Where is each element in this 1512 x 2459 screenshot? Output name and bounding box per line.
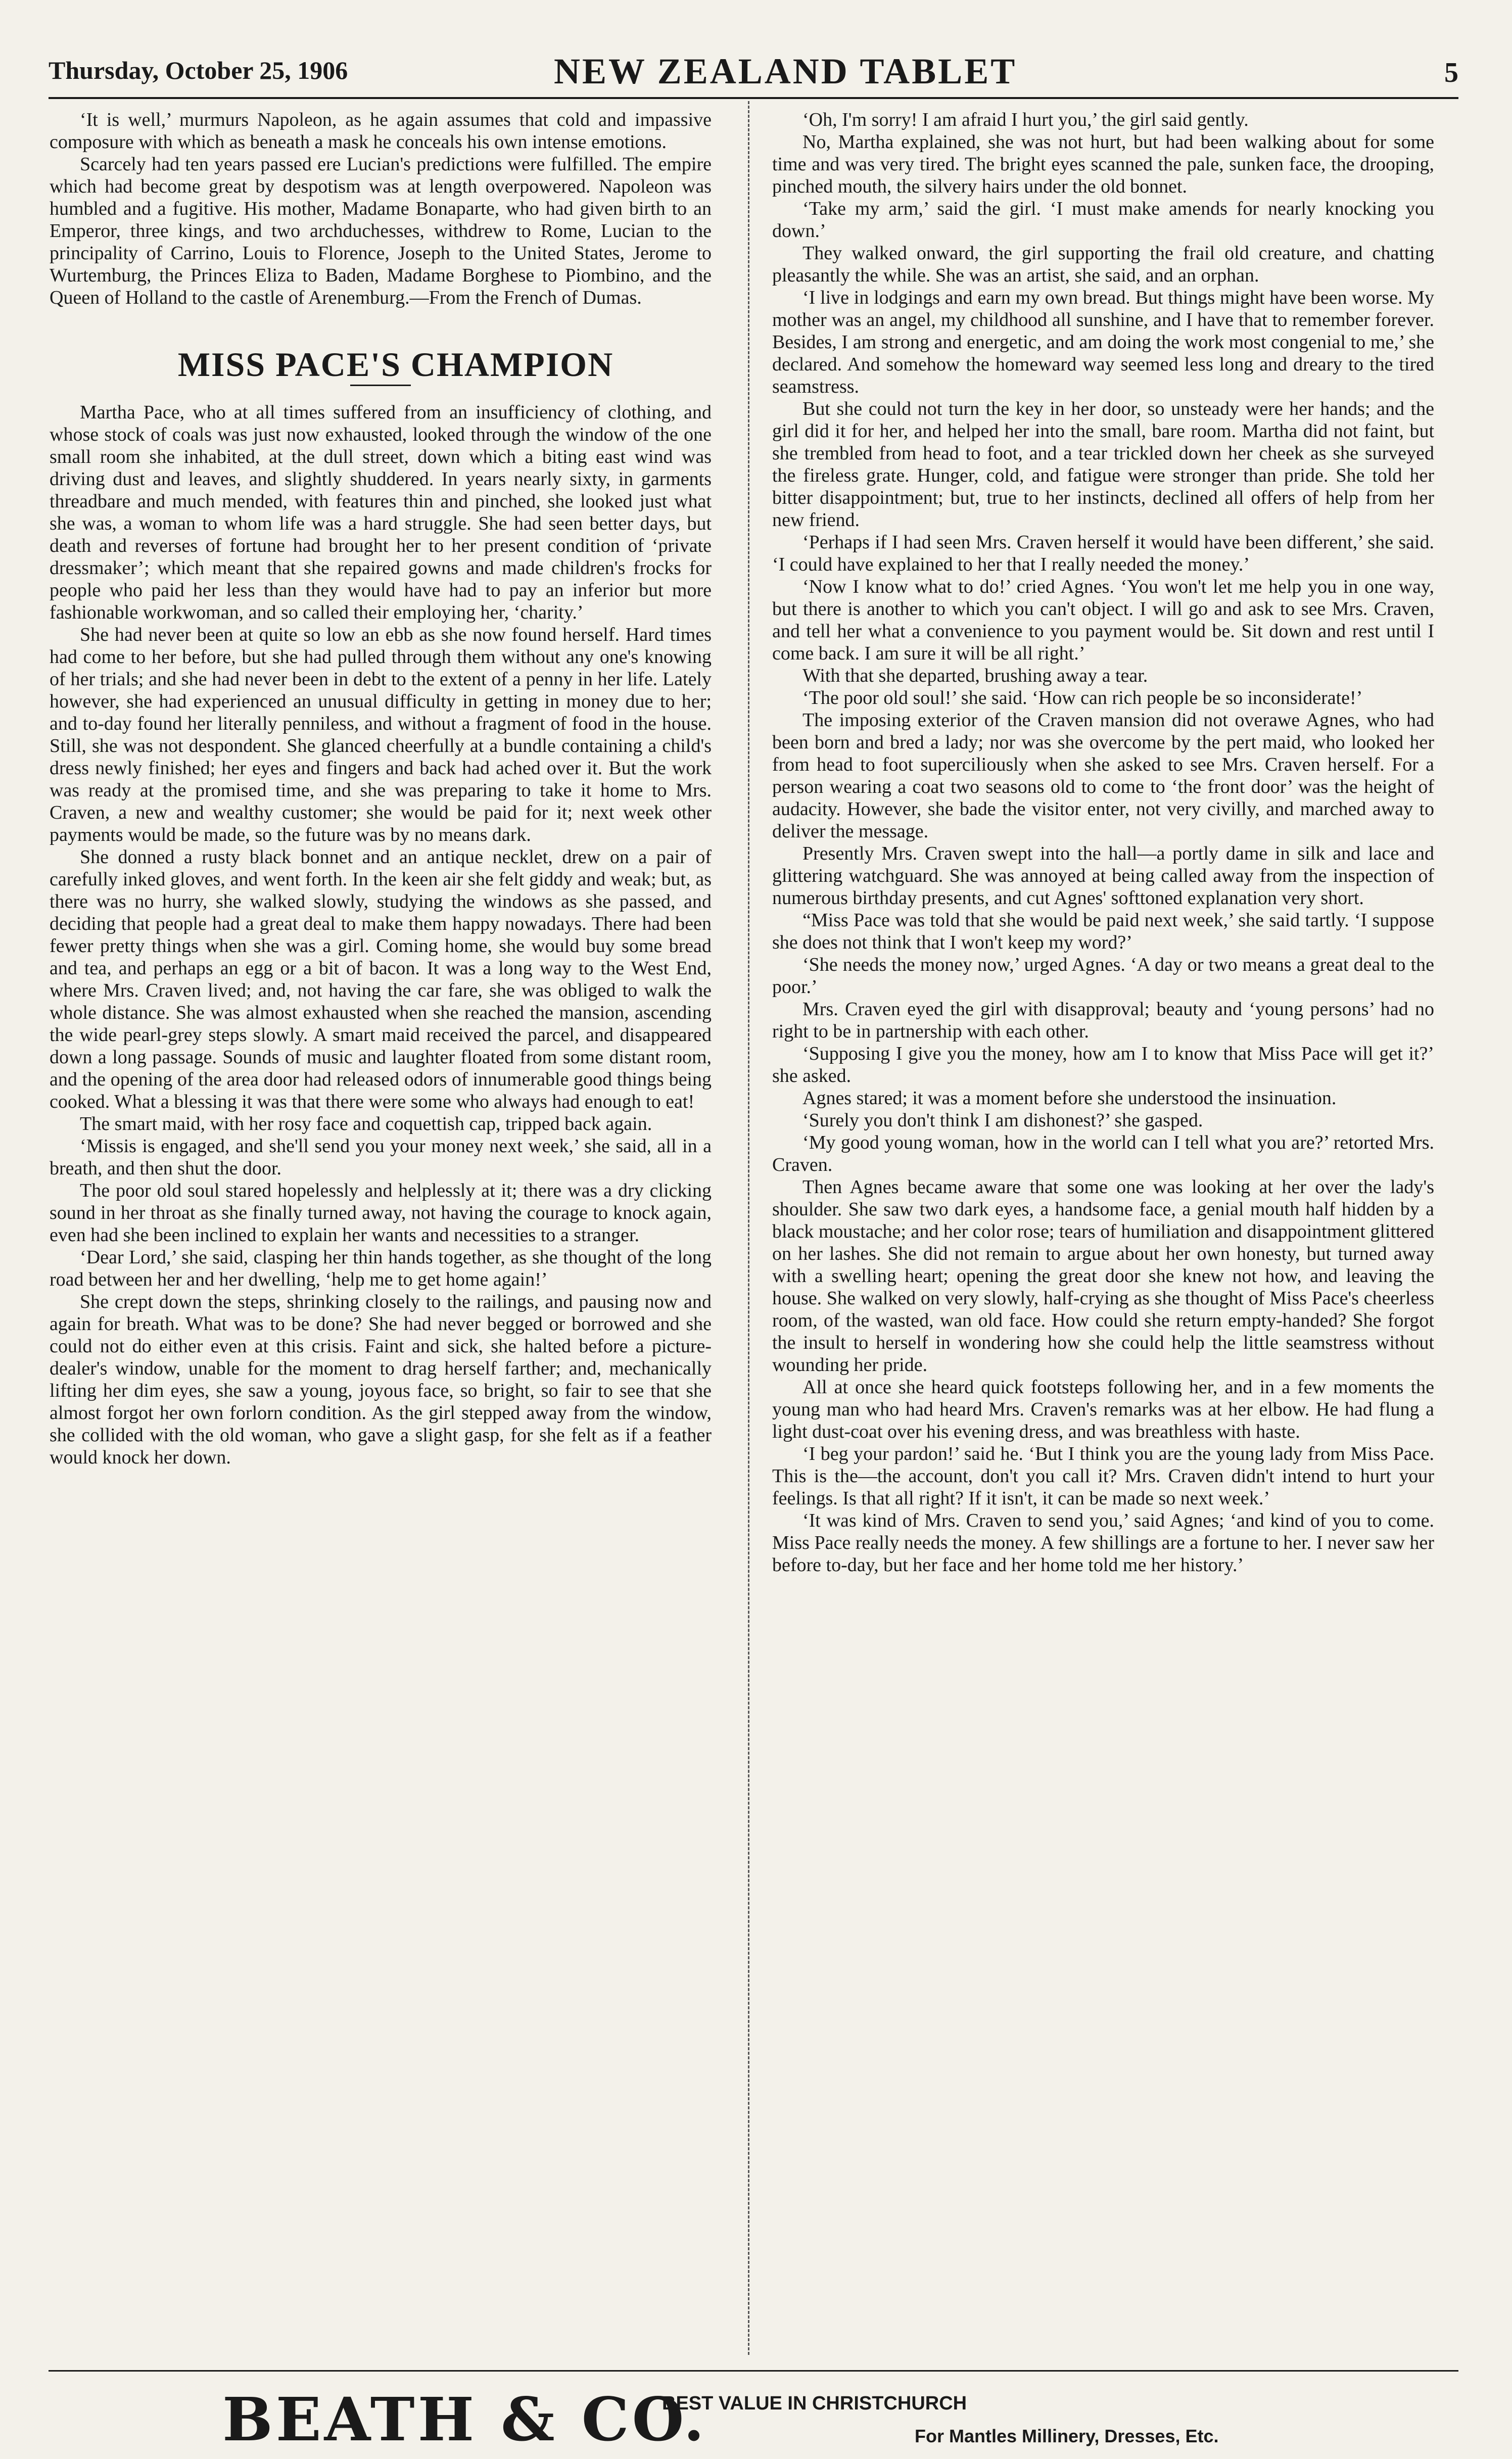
paragraph: The imposing exterior of the Craven mansion did not overawe Agnes, who had been born and bred a lady; nor was she overcome by the pert maid, who looked her from head to foot superciliously when she asked to see Mrs. Craven herself. For a person wearing a coat two seasons old to come to ‘the front door’ was the height of audacity. However, she bade the visitor enter, not very civilly, and marched away to deliver the message. — [772, 710, 1434, 842]
paragraph: ‘I beg your pardon!’ said he. ‘But I think you are the young lady from Miss Pace. This is the—the account, don't you call it? Mrs. Craven didn't intend to hurt your feelings. Is that all right? If it isn't, it can be made so next week.’ — [772, 1443, 1434, 1509]
paragraph: She crept down the steps, shrinking closely to the railings, and pausing now and again for breath. What was to be done? She had never begged or borrowed and she could not do either even at this crisis. Faint and sick, she halted before a picture-dealer's window, unable for the moment to drag herself farther; and, mechanically lifting her dim eyes, she saw a young, joyous face, so bright, so fair to see that she almost forgot her own forlorn condition. As the girl stepped away from the window, she collided with the old woman, who gave a slight gasp, for she felt as if a feather would knock her down. — [50, 1291, 712, 1468]
paragraph: Mrs. Craven eyed the girl with disapproval; beauty and ‘young persons’ had no right to be in partnership with each other. — [772, 999, 1434, 1042]
paragraph: ‘She needs the money now,’ urged Agnes. ‘A day or two means a great deal to the poor.’ — [772, 954, 1434, 998]
paragraph: ‘Now I know what to do!’ cried Agnes. ‘You won't let me help you in one way, but there is another to which you can't object. I will go and ask to see Mrs. Craven, and tell her what a convenience to you payment would be. Sit down and rest until I come back. I am sure it will be all right.’ — [772, 576, 1434, 664]
paragraph: ‘The poor old soul!’ she said. ‘How can rich people be so inconsiderate!’ — [802, 687, 1363, 708]
footer-rule — [49, 2370, 1458, 2372]
paragraph: The smart maid, with her rosy face and coquettish cap, tripped back again. — [80, 1113, 652, 1134]
masthead-rule — [49, 97, 1458, 99]
issue-date: Thursday, October 25, 1906 — [49, 56, 348, 84]
paragraph: ‘Dear Lord,’ she said, clasping her thin hands together, as she thought of the long road between her and her dwelling, ‘help me to get home again!’ — [50, 1247, 712, 1290]
advertiser-name: BEATH & CO. — [222, 2384, 707, 2454]
paragraph: ‘Supposing I give you the money, how am I to know that Miss Pace will get it?’ she asked. — [772, 1043, 1434, 1086]
paragraph: The poor old soul stared hopelessly and helplessly at it; there was a dry clicking sound in her throat as she finally turned away, not having the courage to knock again, even had she been inclined to explain her wants and necessities to a stranger. — [50, 1180, 712, 1246]
paragraph: No, Martha explained, she was not hurt, but had been walking about for some time and was very tired. The bright eyes scanned the pale, sunken face, the drooping, pinched mouth, the silvery hairs under the old bonnet. — [772, 131, 1434, 197]
paragraph: She had never been at quite so low an ebb as she now found herself. Hard times had come to her before, but she had pulled through them without any one's knowing of her trials; and she had never been in debt to the extent of a penny in her life. Lately however, she had experienced an unusual difficulty in getting in money due to her; and to-day found her literally penniless, and without a fragment of food in the house. Still, she was not despondent. She glanced cheerfully at a bundle containing a child's dress newly finished; her eyes and fingers and back had ached over it. But the work was ready at the promised time, and she was preparing to take it home to Mrs. Craven, a new and wealthy customer; she would be paid for it; next week other payments would be made, so the future was by no means dark. — [50, 624, 712, 845]
page-number: 5 — [1444, 57, 1458, 88]
left-column — [50, 109, 712, 1469]
paragraph: All at once she heard quick footsteps following her, and in a few moments the young man who had heard Mrs. Craven's remarks was at her elbow. He had flung a light dust-coat over his evening dress, and was breathless with haste. — [772, 1377, 1434, 1442]
paragraph: Martha Pace, who at all times suffered from an insufficiency of clothing, and whose stock of coals was just now exhausted, looked through the window of the one small room she inhabited, at the dull street, down which a biting east wind was driving dust and leaves, and slightly shuddered. In years nearly sixty, in garments threadbare and much mended, with features thin and pinched, she looked just what she was, a woman to whom life was a hard struggle. She had seen better days, but death and reverses of fortune had brought her to her present condition of ‘private dressmaker’; which meant that she repaired gowns and made children's frocks for people who paid her less than they would have had to pay an inferior but more fashionable workwoman, and so called their employing her, ‘charity.’ — [50, 402, 712, 623]
story-title: MISS PACE'S CHAMPION — [177, 345, 614, 384]
title-rule — [350, 385, 411, 386]
paragraph: Then Agnes became aware that some one was looking at her over the lady's shoulder. She saw two dark eyes, a handsome face, a genial mouth half hidden by a black moustache; and her color rose; tears of humiliation and disappointment glittered on her lashes. She did not remain to argue about her own honesty, but turned away with a swelling heart; opening the great door she knew not how, and leaving the house. She walked on very slowly, half-crying as she thought of Miss Pace's cheerless room, of the wasted, wan old face. How could she return empty-handed? She forgot the insult to herself in wondering how she could help the little seamstress without wounding her pride. — [772, 1176, 1434, 1376]
publication-title: NEW ZEALAND TABLET — [554, 51, 1017, 91]
paragraph: ‘Take my arm,’ said the girl. ‘I must make amends for nearly knocking you down.’ — [772, 198, 1434, 242]
paragraph: ‘It is well,’ murmurs Napoleon, as he again assumes that cold and impassive composure with which as beneath a mask he conceals his own intense emotions. — [50, 109, 712, 153]
masthead — [49, 51, 1458, 96]
paragraph: “Miss Pace was told that she would be paid next week,’ she said tartly. ‘I suppose she does not think that I won't keep my word?’ — [772, 910, 1434, 953]
paragraph: ‘My good young woman, how in the world can I tell what you are?’ retorted Mrs. Craven. — [772, 1132, 1434, 1175]
ad-tagline: BEST VALUE IN CHRISTCHURCH — [662, 2393, 967, 2414]
right-column — [772, 109, 1434, 1576]
paragraph: ‘Missis is engaged, and she'll send you your money next week,’ she said, all in a breath, and then shut the door. — [50, 1136, 712, 1179]
paragraph: ‘Surely you don't think I am dishonest?’ she gasped. — [802, 1110, 1203, 1131]
ad-subline: For Mantles Millinery, Dresses, Etc. — [915, 2426, 1219, 2446]
paragraph: Scarcely had ten years passed ere Lucian's predictions were fulfilled. The empire which had become great by despotism was at length overpowered. Napoleon was humbled and a fugitive. His mother, Madame Bonaparte, who had given birth to an Emperor, three kings, and two archduchesses, withdrew to Rome, Lucian to the principality of Carrino, Louis to Florence, Joseph to the United States, Jerome to Wurtemburg, the Princes Eliza to Baden, Madame Borghese to Piombino, and the Queen of Holland to the castle of Arenemburg.—From the French of Dumas. — [50, 154, 712, 308]
paragraph: ‘I live in lodgings and earn my own bread. But things might have been worse. My mother was an angel, my childhood all sunshine, and I have that to remember forever. Besides, I am strong and energetic, and am doing the work most congenial to me,’ she declared. And somehow the homeward way seemed less long and dreary to the tired seamstress. — [772, 287, 1434, 397]
paragraph: They walked onward, the girl supporting the frail old creature, and chatting pleasantly the while. She was an artist, she said, and an orphan. — [772, 243, 1434, 286]
paragraph: But she could not turn the key in her door, so unsteady were her hands; and the girl did it for her, and helped her into the small, bare room. Martha did not faint, but she trembled from head to foot, and a tear trickled down her cheek as she surveyed the fireless grate. Hunger, cold, and fatigue were stronger than pride. She told her bitter disappointment; but, true to her instincts, declined all offers of help from her new friend. — [772, 398, 1434, 531]
section-break — [50, 309, 712, 344]
paragraph: ‘Oh, I'm sorry! I am afraid I hurt you,’ the girl said gently. — [802, 109, 1249, 130]
paragraph: With that she departed, brushing away a tear. — [802, 665, 1148, 686]
paragraph: She donned a rusty black bonnet and an antique necklet, drew on a pair of carefully inked gloves, and went forth. In the keen air she felt giddy and weak; but, as there was no hurry, she walked slowly, studying the windows as she passed, and deciding that people had a great deal to make them happy nowadays. There had been fewer pretty things when she was a girl. Coming home, she would buy some bread and tea, and perhaps an egg or a bit of bacon. It was a long way to the West End, where Mrs. Craven lived; and, not having the car fare, she was obliged to walk the whole distance. She was almost exhausted when she reached the mansion, ascending the wide pearl-grey steps slowly. A smart maid received the parcel, and disappeared down a long passage. Sounds of music and laughter floated from some distant room, and the opening of the area door had released odors of innumerable good things being cooked. What a blessing it was that there were some who always had enough to eat! — [50, 846, 712, 1112]
column-divider — [748, 101, 749, 2355]
paragraph: Presently Mrs. Craven swept into the hall—a portly dame in silk and lace and glittering watchguard. She was annoyed at being called away from the inspection of numerous birthday presents, and cut Agnes' softtoned explanation very short. — [772, 843, 1434, 909]
paragraph: ‘It was kind of Mrs. Craven to send you,’ said Agnes; ‘and kind of you to come. Miss Pace really needs the money. A few shillings are a fortune to her. I never saw her before to-day, but her face and her home told me her history.’ — [772, 1510, 1434, 1576]
paragraph: Agnes stared; it was a moment before she understood the insinuation. — [802, 1087, 1337, 1109]
paragraph: ‘Perhaps if I had seen Mrs. Craven herself it would have been different,’ she said. ‘I could have explained to her that I really needed the money.’ — [772, 532, 1434, 575]
